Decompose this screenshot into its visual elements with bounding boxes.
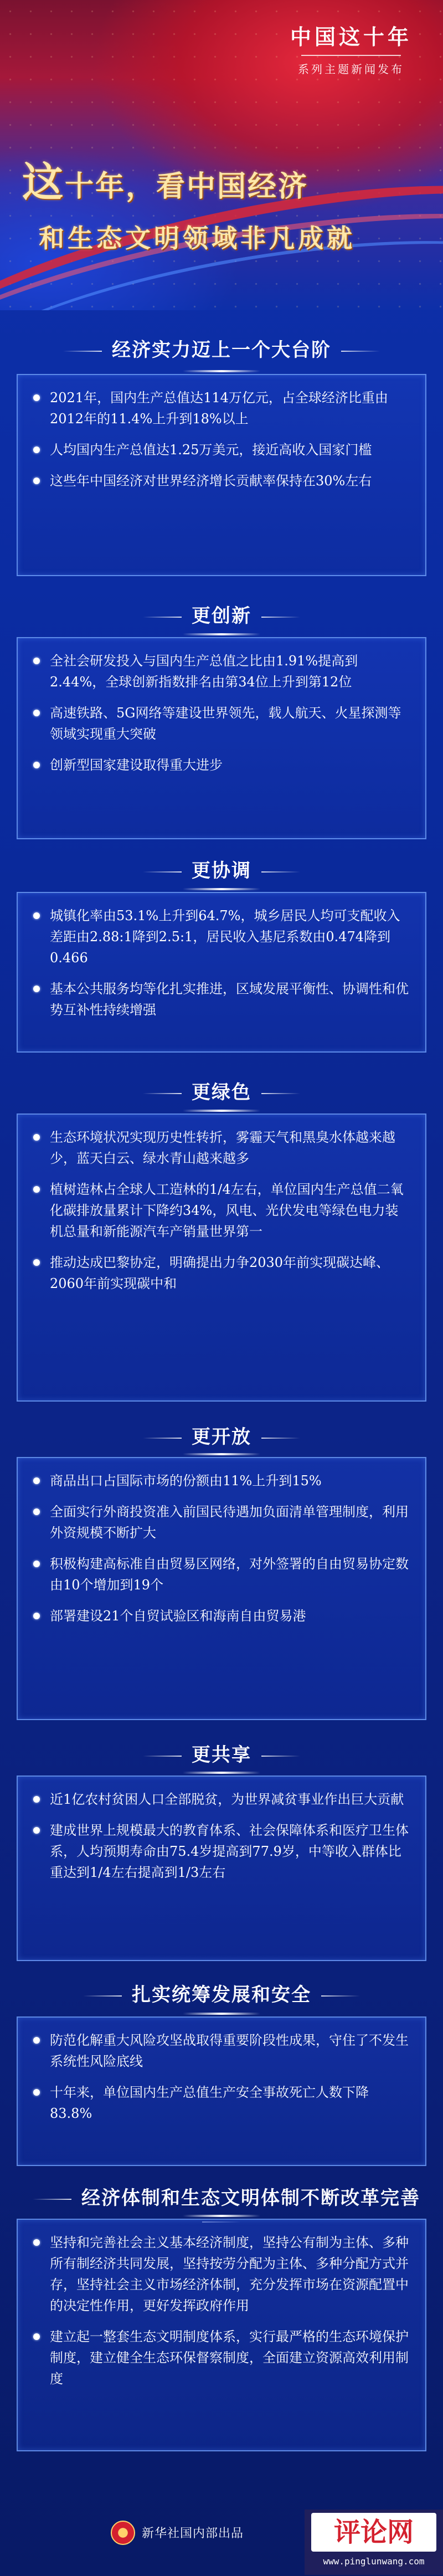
list-item-text: 推动达成巴黎协定，明确提出力争2030年前实现碳达峰、2060年前实现碳中和 bbox=[50, 1255, 390, 1291]
bullet-dot-icon bbox=[33, 394, 40, 401]
list-item-text: 十年来，单位国内生产总值生产安全事故死亡人数下降83.8% bbox=[50, 2085, 369, 2121]
list-item-text: 城镇化率由53.1%上升到64.7%，城乡居民人均可支配收入差距由2.88:1降到2.5:1，居民收入基尼系数由0.474降到0.466 bbox=[50, 908, 400, 966]
list-item bbox=[33, 650, 410, 692]
list-item-text: 全面实行外商投资准入前国民待遇加负面清单管理制度，利用外资规模不断扩大 bbox=[50, 1504, 409, 1541]
watermark-url: www.pinglunwang.com bbox=[323, 2556, 425, 2567]
series-brand bbox=[285, 20, 418, 76]
headline-big-char: 这 bbox=[22, 158, 65, 206]
list-item-text: 2021年，国内生产总值达114万亿元，占全球经济比重由2012年的11.4%上升到18%以上 bbox=[50, 390, 388, 427]
list-item bbox=[33, 1127, 410, 1169]
list-item bbox=[33, 1179, 410, 1242]
list-item-text: 植树造林占全球人工造林的1/4左右，单位国内生产总值二氧化碳排放量累计下降约34%，风电、光伏发电等绿色电力装机总量和新能源汽车产销量世界第一 bbox=[50, 1182, 404, 1239]
series-title: 中国这十年 bbox=[290, 24, 412, 49]
title-ornament-left bbox=[83, 1995, 122, 1997]
section-title-green bbox=[0, 1077, 443, 1104]
section-card-security bbox=[17, 2016, 426, 2166]
series-subtitle: 系列主题新闻发布 bbox=[298, 63, 404, 76]
list-item-text: 近1亿农村贫困人口全部脱贫，为世界减贫事业作出巨大贡献 bbox=[50, 1792, 404, 1807]
list-item-text: 基本公共服务均等化扎实推进，区域发展平衡性、协调性和优势互补性持续增强 bbox=[50, 981, 409, 1018]
bullet-dot-icon bbox=[33, 1186, 40, 1193]
section-card-coordination bbox=[17, 892, 426, 1053]
list-item bbox=[33, 2082, 410, 2124]
page-headline bbox=[22, 150, 421, 255]
section-title-security bbox=[0, 1979, 443, 2007]
list-item bbox=[33, 1470, 410, 1491]
header-banner bbox=[0, 0, 443, 310]
section-title-text: 扎实统筹发展和安全 bbox=[132, 1984, 311, 2006]
section-title-text: 经济实力迈上一个大台阶 bbox=[112, 339, 331, 361]
list-item-text: 建立起一整套生态文明制度体系，实行最严格的生态环境保护制度，建立健全生态环保督察制度，全面建立资源高效利用制度 bbox=[50, 2329, 409, 2387]
title-ornament-right bbox=[341, 351, 380, 352]
bullet-list bbox=[33, 2232, 410, 2389]
bullet-list bbox=[33, 1789, 410, 1883]
bullet-dot-icon bbox=[33, 447, 40, 453]
list-item bbox=[33, 439, 410, 460]
title-ornament-left bbox=[143, 1438, 182, 1439]
bullet-dot-icon bbox=[33, 986, 40, 992]
list-item bbox=[33, 1820, 410, 1883]
list-item bbox=[33, 1789, 410, 1810]
list-item bbox=[33, 2232, 410, 2316]
section-title-text: 更共享 bbox=[192, 1744, 251, 1766]
bullet-dot-icon bbox=[33, 710, 40, 716]
bullet-list bbox=[33, 2030, 410, 2124]
list-item-text: 商品出口占国际市场的份额由11%上升到15% bbox=[50, 1473, 322, 1489]
title-ornament-left bbox=[143, 871, 182, 873]
title-ornament-right bbox=[261, 871, 300, 873]
list-item bbox=[33, 2326, 410, 2389]
bullet-dot-icon bbox=[33, 1613, 40, 1619]
list-item-text: 生态环境状况实现历史性转折，雾霾天气和黑臭水体越来越少，蓝天白云、绿水青山越来越多 bbox=[50, 1130, 395, 1166]
section-card-green bbox=[17, 1113, 426, 1402]
list-item bbox=[33, 978, 410, 1020]
title-ornament-left bbox=[143, 1756, 182, 1757]
list-item bbox=[33, 2030, 410, 2072]
list-item bbox=[33, 1501, 410, 1543]
bullet-list bbox=[33, 1470, 410, 1626]
list-item-text: 这些年中国经济对世界经济增长贡献率保持在30%左右 bbox=[50, 473, 372, 489]
title-ornament-right bbox=[261, 617, 300, 618]
footer bbox=[0, 2460, 443, 2576]
bullet-dot-icon bbox=[33, 2037, 40, 2044]
list-item bbox=[33, 470, 410, 491]
bullet-list bbox=[33, 905, 410, 1020]
section-title-economy bbox=[0, 335, 443, 362]
bullet-dot-icon bbox=[33, 1134, 40, 1141]
bullet-dot-icon bbox=[33, 1796, 40, 1803]
section-title-text: 经济体制和生态文明体制不断改革完善 bbox=[81, 2187, 420, 2209]
xinhua-logo-icon bbox=[111, 2521, 135, 2545]
bullet-list bbox=[33, 387, 410, 491]
bullet-list bbox=[33, 1127, 410, 1294]
list-item bbox=[33, 387, 410, 429]
bullet-dot-icon bbox=[33, 1259, 40, 1266]
title-ornament-right bbox=[321, 1995, 360, 1997]
bullet-dot-icon bbox=[33, 1561, 40, 1567]
list-item-text: 建成世界上规模最大的教育体系、社会保障体系和医疗卫生体系，人均预期寿命由75.4岁提高到77.9岁，中等收入群体比重达到1/4左右提高到1/3左右 bbox=[50, 1823, 409, 1880]
section-title-text: 更绿色 bbox=[192, 1081, 251, 1104]
bullet-dot-icon bbox=[33, 912, 40, 919]
title-ornament-left bbox=[33, 2199, 71, 2200]
bullet-dot-icon bbox=[33, 478, 40, 484]
bullet-dot-icon bbox=[33, 1508, 40, 1515]
bullet-dot-icon bbox=[33, 2239, 40, 2246]
bullet-list bbox=[33, 650, 410, 776]
headline-line-1-rest: 十年，看中国经济 bbox=[65, 170, 309, 203]
site-watermark bbox=[305, 2510, 443, 2575]
list-item-text: 高速铁路、5G网络等建设世界领先，载人航天、火星探测等领域实现重大突破 bbox=[50, 705, 401, 742]
title-ornament-left bbox=[63, 351, 102, 352]
list-item bbox=[33, 1605, 410, 1626]
list-item-text: 积极构建高标准自由贸易区网络，对外签署的自由贸易协定数由10个增加到19个 bbox=[50, 1556, 409, 1593]
section-title-text: 更协调 bbox=[192, 860, 251, 882]
section-title-coordination bbox=[0, 855, 443, 882]
list-item-text: 部署建设21个自贸试验区和海南自由贸易港 bbox=[50, 1608, 306, 1624]
section-title-text: 更创新 bbox=[192, 605, 251, 627]
bullet-dot-icon bbox=[33, 762, 40, 768]
bullet-dot-icon bbox=[33, 1827, 40, 1834]
section-title-sharing bbox=[0, 1739, 443, 1767]
bullet-dot-icon bbox=[33, 2089, 40, 2096]
footer-credit: 新华社国内部出品 bbox=[142, 2527, 244, 2541]
section-title-openness bbox=[0, 1422, 443, 1449]
section-card-sharing bbox=[17, 1776, 426, 1961]
section-card-openness bbox=[17, 1457, 426, 1720]
brand-divider bbox=[301, 55, 401, 56]
list-item bbox=[33, 755, 410, 776]
title-ornament-right bbox=[261, 1093, 300, 1094]
bullet-dot-icon bbox=[33, 2333, 40, 2340]
headline-line-1 bbox=[22, 150, 421, 208]
section-title-innovation bbox=[0, 601, 443, 628]
title-ornament-right bbox=[261, 1438, 300, 1439]
title-ornament-left bbox=[143, 617, 182, 618]
list-item bbox=[33, 702, 410, 745]
headline-line-2: 和生态文明领域非凡成就 bbox=[39, 223, 356, 253]
title-ornament-left bbox=[143, 1093, 182, 1094]
section-card-economy bbox=[17, 374, 426, 576]
section-title-text: 更开放 bbox=[192, 1426, 251, 1448]
bullet-dot-icon bbox=[33, 658, 40, 664]
title-ornament-right bbox=[261, 1756, 300, 1757]
list-item-text: 防范化解重大风险攻坚战取得重要阶段性成果，守住了不发生系统性风险底线 bbox=[50, 2033, 409, 2069]
list-item-text: 创新型国家建设取得重大进步 bbox=[50, 757, 223, 773]
section-card-reform bbox=[17, 2219, 426, 2451]
list-item-text: 坚持和完善社会主义基本经济制度，坚持公有制为主体、多种所有制经济共同发展，坚持按劳分配为主体、多种分配方式并存，坚持社会主义市场经济体制，充分发挥市场在资源配置中的决定性作用，更好发挥政府作用 bbox=[50, 2235, 409, 2313]
list-item bbox=[33, 905, 410, 968]
watermark-logo-text: 评论网 bbox=[311, 2513, 436, 2552]
list-item bbox=[33, 1553, 410, 1595]
bullet-dot-icon bbox=[33, 1477, 40, 1484]
list-item-text: 人均国内生产总值达1.25万美元，接近高收入国家门槛 bbox=[50, 442, 372, 458]
list-item bbox=[33, 1252, 410, 1294]
list-item-text: 全社会研发投入与国内生产总值之比由1.91%提高到2.44%，全球创新指数排名由第34位上升到第12位 bbox=[50, 653, 358, 690]
section-card-innovation bbox=[17, 637, 426, 839]
